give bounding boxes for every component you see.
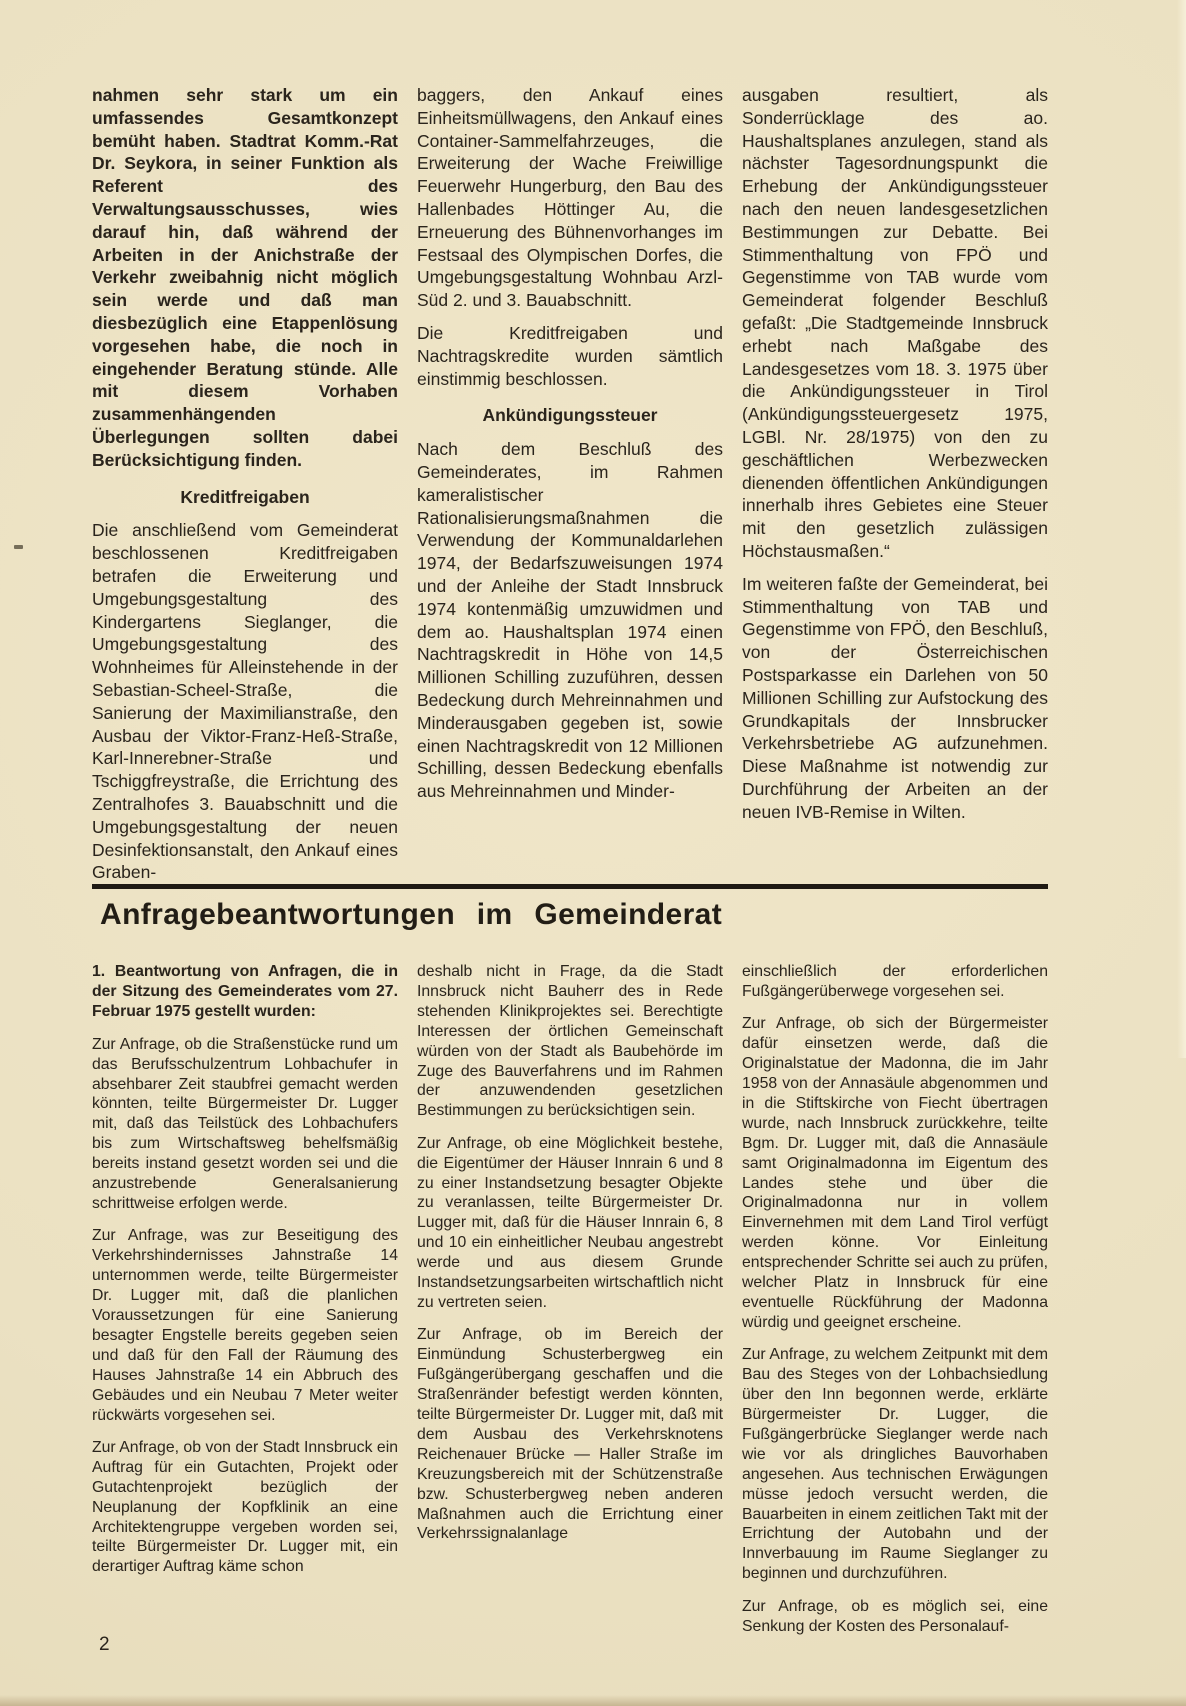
- subheading: Ankündigungssteuer: [482, 405, 658, 426]
- section-divider: [92, 884, 1048, 889]
- paragraph: 1. Beantwortung von Anfragen, die in der Sitzung des Gemeinderates vom 27. Februar 1975 gestellt wurden:: [92, 963, 398, 1020]
- paragraph: Die anschließend vom Gemeinderat beschlossenen Kreditfreigaben betrafen die Erweiterung und Umgebungsgestaltung des Kindergartens Sieglanger, die Umgebungsgestaltung des Wohnheimes für Alleinstehende in der Sebastian-Scheel-Straße, die Sanierung der Maximilianstraße, den Ausbau der Viktor-Franz-Heß-Straße, Karl-Innerebner-Straße und Tschiggfreystraße, die Errichtung des Zentralhofes 3. Bauabschnitt und die Umgebungsgestaltung der neuen Desinfektionsanstalt, den Ankauf eines Graben-: [92, 520, 398, 883]
- text-column: [742, 84, 1048, 894]
- text-column: [742, 962, 1048, 1649]
- paragraph: Zur Anfrage, ob eine Möglichkeit bestehe, die Eigentümer der Häuser Innrain 6 und 8 zu einer Instandsetzung besagter Objekte zu veranlassen, teilte Bürgermeister Dr. Lugger mit, daß für die Häuser Innrain 6, 8 und 10 ein einheitlicher Neubau angestrebt werde und aus diesem Grunde Instandsetzungsarbeiten wirtschaftlich nicht zu vertreten seien.: [417, 1134, 723, 1311]
- paragraph: einschließlich der erforderlichen Fußgängerüberwege vorgesehen sei.: [742, 963, 1048, 1000]
- text-column: [92, 84, 398, 894]
- paragraph: Nach dem Beschluß des Gemeinderates, im Rahmen kameralistischer Rationalisierungsmaßnahmen die Verwendung der Kommunaldarlehen 1974, der Bedarfszuweisungen 1974 und der Anleihe der Stadt Innsbruck 1974 kontenmäßig umzuwidmen und dem ao. Haushaltsplan 1974 einen Nachtragskredit in Höhe von 14,5 Millionen Schilling zuzuführen, dessen Bedeckung durch Mehreinnahmen und Minderausgaben gegeben ist, sowie einen Nachtragskredit von 12 Millionen Schilling, dessen Bedeckung ebenfalls aus Mehreinnahmen und Minder-: [417, 439, 723, 802]
- paragraph: Zur Anfrage, ob im Bereich der Einmündung Schusterbergweg ein Fußgängerübergang geschaffen und die Straßenränder befestigt werden könnten, teilte Bürgermeister Dr. Lugger mit, daß mit dem Ausbau des Verkehrsknotens Reichenauer Brücke — Haller Straße im Kreuzungsbereich mit der Schützenstraße bzw. Schusterbergweg neben anderen Maßnahmen auch die Errichtung einer Verkehrssignalanlage: [417, 1326, 723, 1543]
- paragraph: Zur Anfrage, ob sich der Bürgermeister dafür einsetzen werde, daß die Originalstatue der Madonna, die im Jahr 1958 von der Annasäule abgenommen und in die Stiftskirche von Fiecht übertragen wurde, nach Innsbruck zurückkehre, teilte Bgm. Dr. Lugger mit, daß die Annasäule samt Originalmadonna im Eigentum des Landes stehe und über die Originalmadonna nur in vollem Einvernehmen mit dem Land Tirol verfügt werden könne. Vor Einleitung entsprechender Schritte sei auch zu prüfen, welcher Platz in Innsbruck für eine eventuelle Rückführung der Madonna würdig und geeignet erscheine.: [742, 1015, 1048, 1331]
- paragraph: ausgaben resultiert, als Sonderrücklage des ao. Haushaltsplanes anzulegen, stand als nächster Tagesordnungspunkt die Erhebung der Ankündigungssteuer nach den neuen landesgesetzlichen Bestimmungen zur Debatte. Bei Stimmenthaltung von FPÖ und Gegenstimme von TAB wurde vom Gemeinderat folgender Beschluß gefaßt: „Die Stadtgemeinde Innsbruck erhebt nach Maßgabe des Landesgesetzes vom 18. 3. 1975 über die Ankündigungssteuer in Tirol (Ankündigungssteuergesetz 1975, LGBl. Nr. 28/1975) von den zu geschäftlichen Werbezwecken dienenden öffentlichen Ankündigungen innerhalb ihres Gebietes eine Steuer mit den gesetzlich zulässigen Höchstausmaßen.“: [742, 85, 1048, 561]
- page-number: 2: [99, 1634, 110, 1655]
- subheading: Kreditfreigaben: [180, 486, 310, 507]
- paragraph: Zur Anfrage, ob von der Stadt Innsbruck ein Auftrag für ein Gutachten, Projekt oder Gutachtenprojekt bezüglich der Neuplanung der Kopfklinik an eine Architektengruppe vergeben worden sei, teilte Bürgermeister Dr. Lugger mit, ein derartiger Auftrag käme schon: [92, 1438, 398, 1576]
- text-column: [417, 84, 723, 894]
- text-column: [417, 962, 723, 1649]
- paragraph: Zur Anfrage, ob es möglich sei, eine Senkung der Kosten des Personalauf-: [742, 1597, 1048, 1635]
- page-right-edge: [1177, 0, 1186, 1058]
- paragraph: baggers, den Ankauf eines Einheitsmüllwagens, den Ankauf eines Container-Sammelfahrzeuges, die Erweiterung der Wache Freiwillige Feuerwehr Hungerburg, den Bau des Hallenbades Höttinger Au, die Erneuerung des Bühnenvorhanges im Festsaal des Olympischen Dorfes, die Umgebungsgestaltung Wohnbau Arzl-Süd 2. und 3. Bauabschnitt.: [417, 85, 723, 311]
- paragraph: Zur Anfrage, ob die Straßenstücke rund um das Berufsschulzentrum Lohbachufer in absehbarer Zeit staubfrei gemacht werden könnten, teilte Bürgermeister Dr. Lugger mit, daß das Teilstück des Lohbachufers bis zum Wirtschaftsweg behelfsmäßig bereits instand gesetzt worden sei und die anzustrebende Generalsanierung schrittweise erfolgen werde.: [92, 1035, 398, 1212]
- text-column: [92, 962, 398, 1649]
- top-article-columns: [92, 84, 1048, 894]
- paragraph: Zur Anfrage, zu welchem Zeitpunkt mit dem Bau des Steges von der Lohbachsiedlung über den Inn begonnen werde, erklärte Bürgermeister Dr. Lugger, die Fußgängerbrücke Sieglanger werde nach wie vor als dringliches Bauvorhaben angesehen. Aus technischen Erwägungen müsse jedoch versucht werden, die Bauarbeiten in einem zeitlichen Takt mit der Errichtung der Autobahn und der Innverbauung im Raume Sieglanger zu beginnen und durchzuführen.: [742, 1346, 1048, 1583]
- paragraph: deshalb nicht in Frage, da die Stadt Innsbruck nicht Bauherr des in Rede stehenden Klinikprojektes sei. Berechtigte Interessen der örtlichen Gemeinschaft würden von der Stadt als Baubehörde im Zuge des Bauverfahrens und im Rahmen der anzuwendenden gesetzlichen Bestimmungen zu berücksichtigen sein.: [417, 963, 723, 1120]
- page-bottom-edge: [0, 1695, 1186, 1706]
- section-columns: [92, 962, 1048, 1649]
- paragraph: Zur Anfrage, was zur Beseitigung des Verkehrshindernisses Jahnstraße 14 unternommen werde, teilte Bürgermeister Dr. Lugger mit, daß die planlichen Voraussetzungen für eine Sanierung besagter Engstelle bereits gegeben seien und daß für den Fall der Räumung des Hauses Jahnstraße 14 ein Abbruch des Gebäudes und ein Neubau 7 Meter weiter rückwärts vorgesehen sei.: [92, 1227, 398, 1424]
- paragraph: Im weiteren faßte der Gemeinderat, bei Stimmenthaltung von TAB und Gegenstimme von FPÖ, den Beschluß, von der Österreichischen Postsparkasse ein Darlehen von 50 Millionen Schilling zur Aufstockung des Grundkapitals der Innsbrucker Verkehrsbetriebe AG aufzunehmen. Diese Maßnahme ist notwendig zur Durchführung der Arbeiten an der neuen IVB-Remise in Wilten.: [742, 573, 1048, 822]
- paragraph: nahmen sehr stark um ein umfassendes Gesamtkonzept bemüht haben. Stadtrat Komm.-Rat Dr. Seykora, in seiner Funktion als Referent des Verwaltungsausschusses, wies darauf hin, daß während der Arbeiten in der Anichstraße der Verkehr zweibahnig nicht möglich sein werde und daß man diesbezüglich eine Etappenlösung vorgesehen habe, die noch in eingehender Beratung stünde. Alle mit diesem Vorhaben zusammenhängenden Überlegungen sollten dabei Berücksichtigung finden.: [92, 85, 398, 470]
- margin-mark: [14, 545, 23, 549]
- paragraph: Die Kreditfreigaben und Nachtragskredite wurden sämtlich einstimmig beschlossen.: [417, 322, 723, 389]
- section-title: Anfragebeantwortungen im Gemeinderat: [100, 898, 723, 931]
